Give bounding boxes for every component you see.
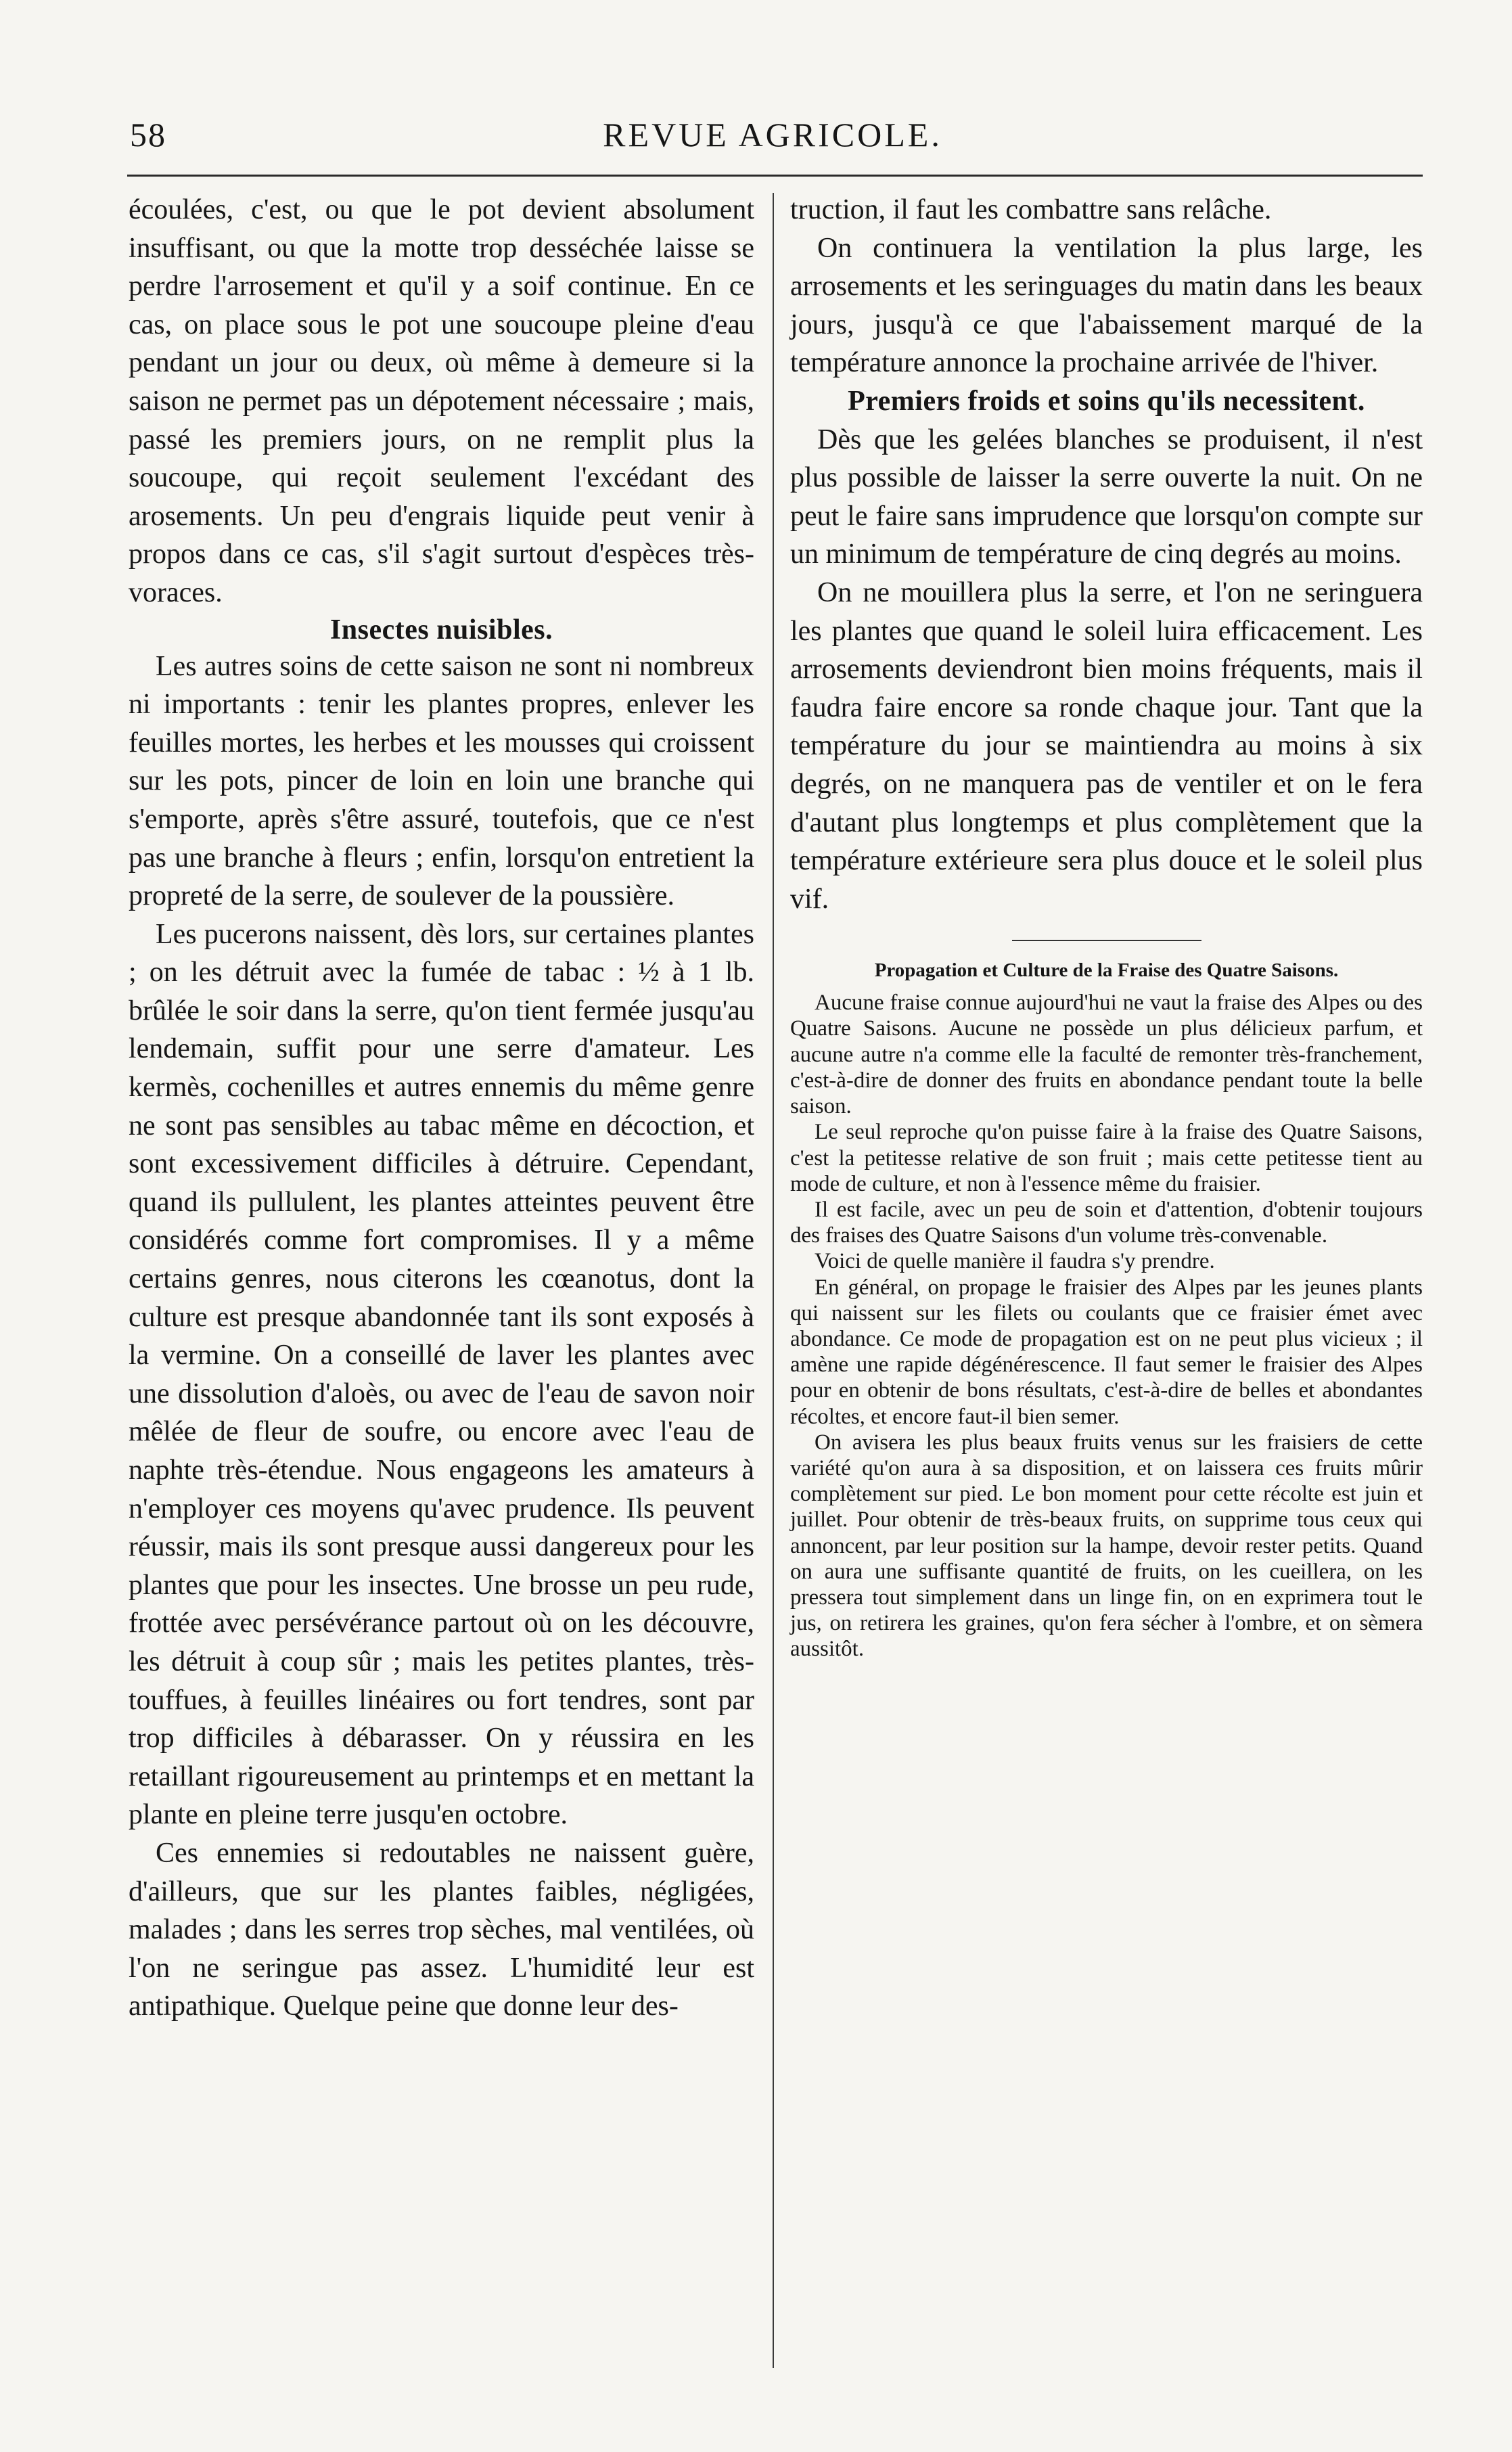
strawberry-article bbox=[790, 990, 1423, 1662]
paragraph: Les autres soins de cette saison ne sont ni nombreux ni importants : tenir les plantes propres, enlever les feuilles mortes, les herbes et les mousses qui croissent sur les pots, pincer de loin en loin une branche qui s'emporte, après s'être assuré, toutefois, que ce n'est pas une branche à fleurs ; enfin, lorsqu'on entretient la propreté de la serre, de soulever de la poussière. bbox=[129, 650, 754, 912]
paragraph: Il est facile, avec un peu de soin et d'attention, d'obtenir toujours des fraises des Quatre Saisons d'un volume très-convenable. bbox=[790, 1197, 1423, 1248]
paragraph: écoulées, c'est, ou que le pot devient absolument insuffisant, ou que la motte trop desséchée laisse se perdre l'arrosement et qu'il y a soif continue. En ce cas, on place sous le pot une soucoupe pleine d'eau pendant un jour ou deux, où même à demeure si la saison ne permet pas un dépotement nécessaire ; mais, passé les premiers jours, on ne remplit plus la soucoupe, qui reçoit seulement l'excédant des arosements. Un peu d'engrais liquide peut venir à propos dans ce cas, s'il s'agit surtout d'espèces très-voraces. bbox=[129, 194, 754, 608]
section-separator bbox=[1012, 940, 1201, 941]
paragraph: truction, il faut les combattre sans relâche. bbox=[790, 194, 1272, 225]
section-heading-first-frosts: Premiers froids et soins qu'ils necessitent. bbox=[848, 385, 1365, 417]
paragraph: Les pucerons naissent, dès lors, sur certaines plantes ; on les détruit avec la fumée de tabac : ½ à 1 lb. brûlée le soir dans la serre, qu'on tient fermée jusqu'au lendemain, suffit pour une serre d'amateur. Les kermès, cochenilles et autres ennemis du même genre ne sont pas sensibles au tabac même en décoction, et sont excessivement difficiles à détruire. Cependant, quand ils pullulent, les plantes atteintes peuvent être considérés comme fort compromises. Il y a même certains genres, nous citerons les cœanotus, dont la culture est presque abandonnée tant ils sont exposés à la vermine. On a conseillé de laver les plantes avec une dissolution d'aloès, ou avec de l'eau de savon noir mêlée de fleur de soufre, ou encore avec l'eau de naphte très-étendue. Nous engageons les amateurs à n'employer ces moyens qu'avec prudence. Ils peuvent réussir, mais ils sont presque aussi dangereux pour les plantes que pour les insectes. Une brosse un peu rude, frottée avec persévérance partout où on les découvre, les détruit à coup sûr ; mais les petites plantes, très-touffues, à feuilles linéaires ou fort tendres, sont par trop difficiles à débarasser. On y réussira en les retaillant rigoureusement au printemps et en mettant la plante en pleine terre jusqu'en octobre. bbox=[129, 918, 754, 1831]
paragraph: Le seul reproche qu'on puisse faire à la fraise des Quatre Saisons, c'est la petitesse relative de son fruit ; mais cette petitesse tient au mode de culture, et non à l'essence même du fraisier. bbox=[790, 1120, 1423, 1196]
right-column bbox=[790, 191, 1423, 1662]
paragraph: Voici de quelle manière il faudra s'y prendre. bbox=[815, 1249, 1215, 1274]
article-title: Propagation et Culture de la Fraise des Quatre Saisons. bbox=[874, 959, 1339, 982]
section-heading-insects: Insectes nuisibles. bbox=[329, 614, 553, 645]
paragraph: On avisera les plus beaux fruits venus sur les fraisiers de cette variété qu'on aura à sa disposition, et on laissera ces fruits mûrir complètement sur pied. Le bon moment pour cette récolte est juin et juillet. Pour obtenir de très-beaux fruits, on supprime tous ceux qui annoncent, par leur position sur la hampe, devoir rester petits. Quand on aura une suffisante quantité de fruits, on les cueillera, on les pressera tout simplement dans un linge fin, on en exprimera tout le jus, on retirera les graines, qu'on fera sécher à l'ombre, et on sèmera aussitôt. bbox=[790, 1430, 1423, 1662]
paragraph: Dès que les gelées blanches se produisent, il n'est plus possible de laisser la serre ouverte la nuit. On ne peut le faire sans imprudence que lorsqu'on compte sur un minimum de température de cinq degrés au moins. bbox=[790, 424, 1423, 570]
paragraph: On continuera la ventilation la plus large, les arrosements et les seringuages du matin dans les beaux jours, jusqu'à ce que l'abaissement marqué de la température annonce la prochaine arrivée de l'hiver. bbox=[790, 232, 1423, 379]
paragraph: Ces ennemies si redoutables ne naissent guère, d'ailleurs, que sur les plantes faibles, négligées, malades ; dans les serres trop sèches, mal ventilées, où l'on ne seringue pas assez. L'humidité leur est antipathique. Quelque peine que donne leur des- bbox=[129, 1837, 754, 2022]
page-number: 58 bbox=[130, 116, 166, 154]
page-header bbox=[130, 115, 1415, 169]
header-rule bbox=[127, 175, 1423, 177]
paragraph: Aucune fraise connue aujourd'hui ne vaut la fraise des Alpes ou des Quatre Saisons. Aucune ne possède un plus délicieux parfum, et aucune autre n'a comme elle la faculté de remonter très-franchement, c'est-à-dire de donner des fruits en abondance pendant toute la belle saison. bbox=[790, 991, 1423, 1119]
running-title: REVUE AGRICOLE. bbox=[603, 116, 942, 154]
greenhouse-section bbox=[790, 191, 1423, 918]
paragraph: On ne mouillera plus la serre, et l'on ne seringuera les plantes que quand le soleil luira efficacement. Les arrosements deviendront bien moins fréquents, mais il faudra faire encore sa ronde chaque jour. Tant que la température du jour se maintiendra au moins à six degrés, on ne manquera pas de ventiler et on le fera d'autant plus longtemps et plus complètement que la température extérieure sera plus douce et le soleil plus vif. bbox=[790, 576, 1423, 915]
column-divider bbox=[773, 193, 774, 2368]
left-column bbox=[129, 191, 754, 2026]
paragraph: En général, on propage le fraisier des Alpes par les jeunes plants qui naissent sur les filets ou coulants que ce fraisier émet avec abondance. Ce mode de propagation est on ne peut plus vicieux ; il amène une rapide dégénérescence. Il faut semer le fraisier des Alpes pour en obtenir de bons résultats, c'est-à-dire de belles et abondantes récoltes, et encore faut-il bien semer. bbox=[790, 1275, 1423, 1429]
